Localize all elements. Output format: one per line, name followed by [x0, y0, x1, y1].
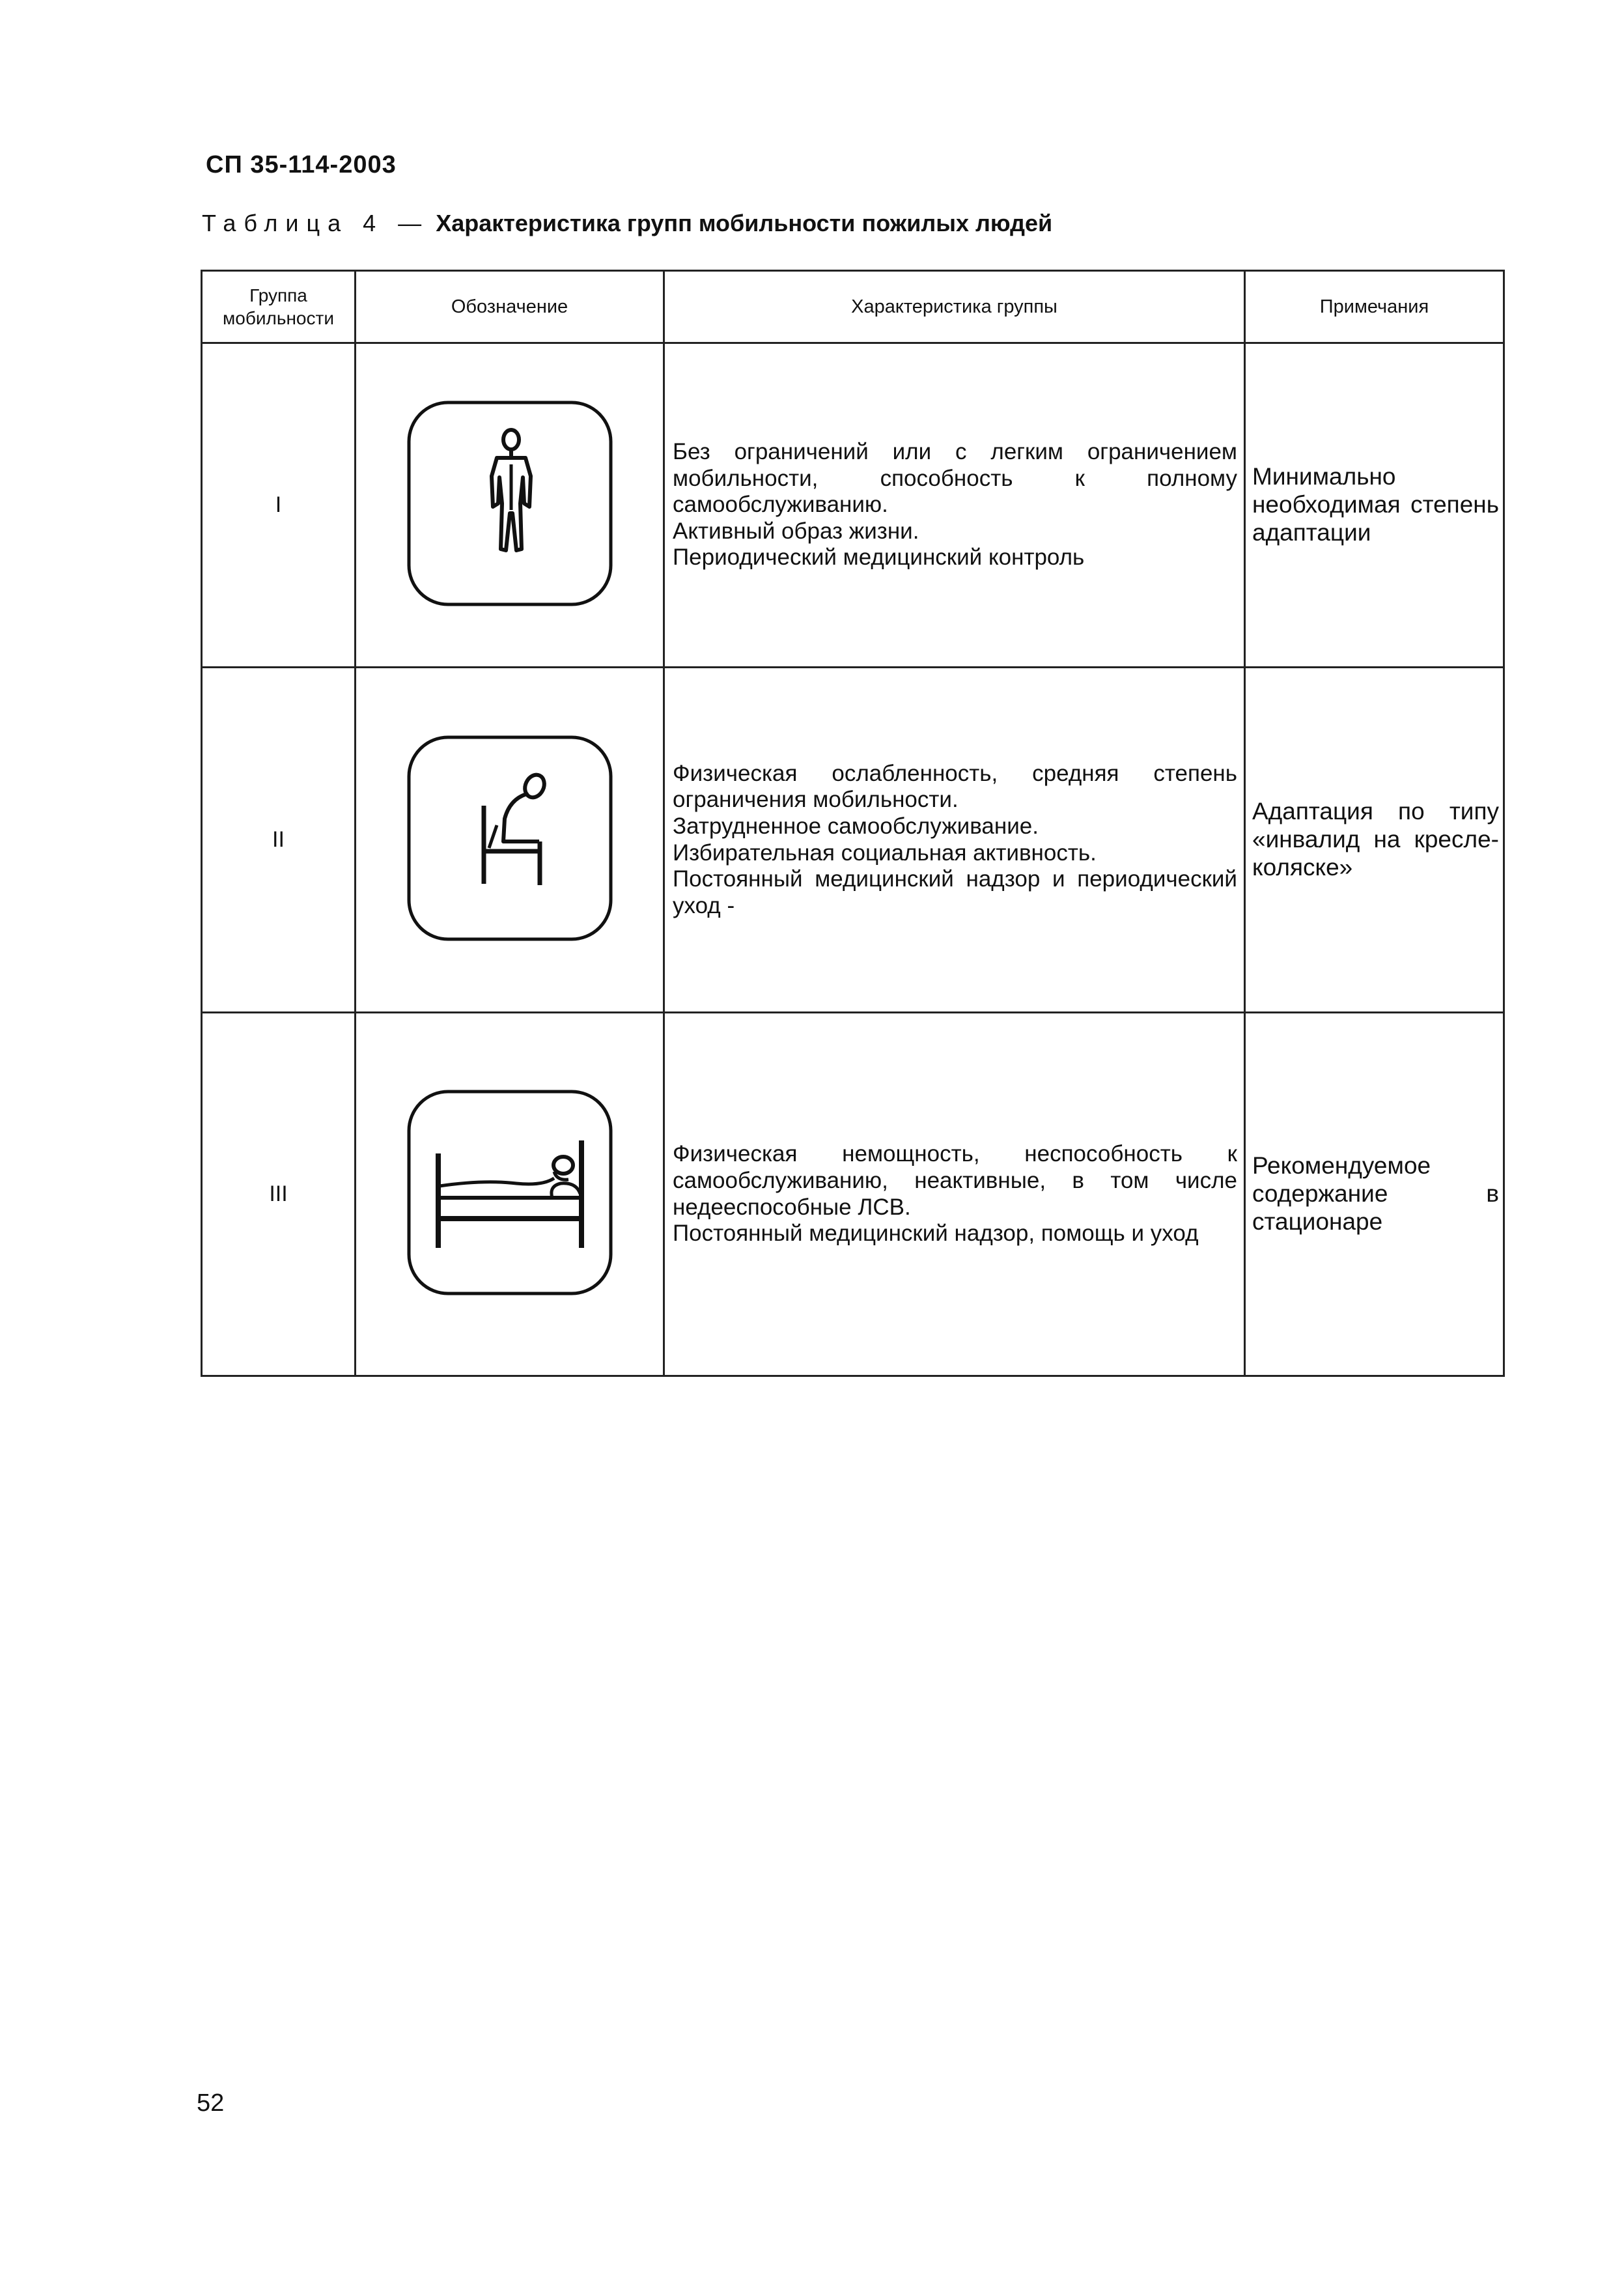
table-header-row [202, 271, 1504, 343]
group-description [664, 668, 1245, 1013]
table-caption-title: Характеристика групп мобильности пожилых людей [436, 210, 1053, 236]
symbol-cell [356, 668, 664, 1013]
table-row [202, 1013, 1504, 1376]
description-line: Постоянный медицинский надзор, помощь и уход [673, 1221, 1199, 1247]
group-number: I [202, 343, 356, 668]
description-line: Затрудненное самообслуживание. [673, 813, 1039, 839]
description-line: Физическая ослабленность, средняя степень ограничения мобильности. [673, 760, 1237, 813]
description-line: Избирательная социальная активность. [673, 840, 1097, 866]
table-caption [202, 210, 1052, 237]
description-line: Физическая немощность, неспособность к самообслуживанию, неактивные, в том числе недееспособные ЛСВ. [673, 1141, 1237, 1220]
group-number: II [202, 668, 356, 1013]
mobility-groups-table [201, 270, 1505, 1377]
column-header-notes: Примечания [1245, 271, 1504, 343]
table-caption-prefix: Таблица 4 — [202, 210, 430, 236]
group-note: Минимально необходимая степень адаптации [1245, 343, 1504, 668]
column-header-symbol: Обозначение [356, 271, 664, 343]
description-line: Периодический медицинский контроль [673, 544, 1085, 571]
standing-person-icon [406, 399, 614, 608]
document-code: СП 35-114-2003 [206, 151, 397, 178]
page-number: 52 [197, 2089, 225, 2117]
description-line: Активный образ жизни. [673, 518, 919, 544]
column-header-characteristics: Характеристика группы [664, 271, 1245, 343]
description-line: Постоянный медицинский надзор и периодический уход - [673, 866, 1237, 918]
description-line: Без ограничений или с легким ограничением мобильности, способность к полному самообслуживанию. [673, 439, 1237, 518]
group-description [664, 343, 1245, 668]
symbol-cell [356, 343, 664, 668]
group-description [664, 1013, 1245, 1376]
column-header-group: Группа мобильности [202, 271, 356, 343]
seated-person-icon [406, 734, 614, 942]
group-note: Рекомендуемое содержание в стационаре [1245, 1013, 1504, 1376]
group-note: Адаптация по типу «инвалид на кресле-коляске» [1245, 668, 1504, 1013]
group-number: III [202, 1013, 356, 1376]
symbol-cell [356, 1013, 664, 1376]
table-row [202, 668, 1504, 1013]
table-row [202, 343, 1504, 668]
bedridden-person-icon [406, 1088, 614, 1297]
